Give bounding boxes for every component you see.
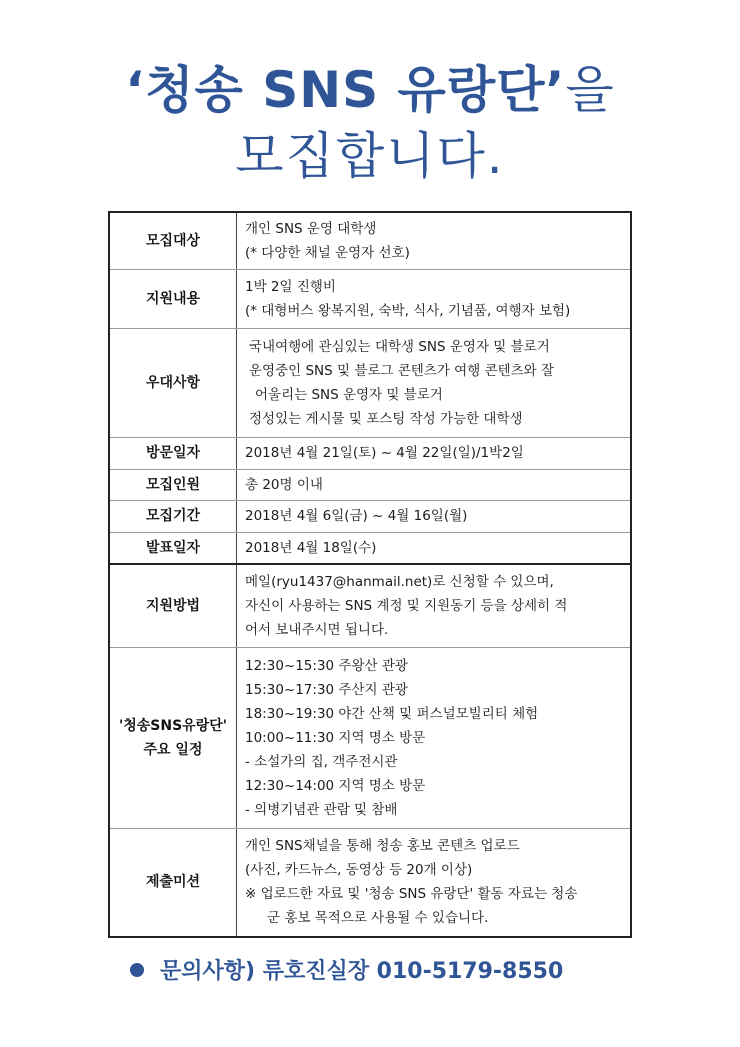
table-row-preference — [109, 328, 631, 437]
table-row-headcount — [109, 469, 631, 500]
label-mission: 제출미션 — [109, 828, 237, 937]
label-target: 모집대상 — [109, 212, 237, 269]
content-target — [237, 212, 632, 269]
content-apply — [237, 564, 632, 647]
content-line: 운영중인 SNS 및 블로그 콘텐츠가 여행 콘텐츠와 잘 — [249, 362, 555, 379]
table-row-support — [109, 269, 631, 328]
schedule-item: 12:30~14:00 지역 명소 방문 — [245, 777, 426, 794]
content-line: (사진, 카드뉴스, 동영상 등 20개 이상) — [245, 862, 473, 879]
table-row-apply — [109, 564, 631, 647]
content-announce: 2018년 4월 18일(수) — [237, 532, 632, 564]
bullet-dot-icon — [130, 963, 144, 977]
schedule-item: - 의병기념관 관람 및 참배 — [245, 801, 398, 818]
schedule-label-line1: '청송SNS유랑단' — [118, 717, 228, 734]
content-period: 2018년 4월 6일(금) ~ 4월 16일(월) — [237, 500, 632, 532]
content-visit-date: 2018년 4월 21일(토) ~ 4월 22일(일)/1박2일 — [237, 437, 632, 469]
content-preference — [237, 328, 632, 437]
content-line: 개인 SNS 운영 대학생 — [245, 220, 377, 237]
content-line: 어서 보내주시면 됩니다. — [245, 621, 389, 638]
table-row-target — [109, 212, 631, 269]
content-line: 개인 SNS채널을 통해 청송 홍보 콘텐츠 업로드 — [245, 838, 520, 855]
table-row-mission — [109, 828, 631, 937]
label-period: 모집기간 — [109, 500, 237, 532]
table-row-period — [109, 500, 631, 532]
schedule-item: 15:30~17:30 주산지 관광 — [245, 681, 408, 698]
content-line: ※ 업로드한 자료 및 '청송 SNS 유랑단' 활동 자료는 청송 — [245, 886, 578, 903]
content-line: (* 대형버스 왕복지원, 숙박, 식사, 기념품, 여행자 보험) — [245, 302, 571, 319]
content-support — [237, 269, 632, 328]
schedule-label-line2: 주요 일정 — [143, 741, 203, 758]
page-title — [0, 58, 740, 122]
content-schedule — [237, 647, 632, 828]
title-tail: 을 — [565, 61, 615, 119]
label-apply: 지원방법 — [109, 564, 237, 647]
content-line: 어울리는 SNS 운영자 및 블로거 — [255, 386, 443, 403]
schedule-item: 10:00~11:30 지역 명소 방문 — [245, 729, 426, 746]
label-preference: 우대사항 — [109, 328, 237, 437]
schedule-item: 18:30~19:30 야간 산책 및 퍼스널모빌리티 체험 — [245, 705, 539, 722]
contact-info — [130, 956, 563, 988]
label-headcount: 모집인원 — [109, 469, 237, 500]
content-line: 자신이 사용하는 SNS 계정 및 지원동기 등을 상세히 적 — [245, 597, 568, 614]
table-row-visit-date — [109, 437, 631, 469]
content-line: 정성있는 게시물 및 포스팅 작성 가능한 대학생 — [249, 410, 523, 427]
recruitment-info-table — [108, 211, 632, 938]
schedule-item: - 소설가의 집, 객주전시관 — [245, 753, 398, 770]
content-line: 메일(ryu1437@hanmail.net)로 신청할 수 있으며, — [245, 573, 554, 590]
label-announce: 발표일자 — [109, 532, 237, 564]
content-headcount: 총 20명 이내 — [237, 469, 632, 500]
content-line: 1박 2일 진행비 — [245, 278, 336, 295]
content-mission — [237, 828, 632, 937]
title-main: ‘청송 SNS 유랑단’ — [125, 61, 566, 119]
contact-text: 문의사항) 류호진실장 010-5179-8550 — [160, 959, 564, 984]
page-subtitle: 모집합니다. — [235, 127, 505, 185]
schedule-item: 12:30~15:30 주왕산 관광 — [245, 657, 408, 674]
table-row-announce — [109, 532, 631, 564]
label-schedule — [109, 647, 237, 828]
label-support: 지원내용 — [109, 269, 237, 328]
content-line: 국내여행에 관심있는 대학생 SNS 운영자 및 블로거 — [249, 338, 550, 355]
content-line: 군 홍보 목적으로 사용될 수 있습니다. — [267, 910, 489, 927]
content-line: (* 다양한 채널 운영자 선호) — [245, 244, 410, 261]
table-row-schedule — [109, 647, 631, 828]
label-visit-date: 방문일자 — [109, 437, 237, 469]
